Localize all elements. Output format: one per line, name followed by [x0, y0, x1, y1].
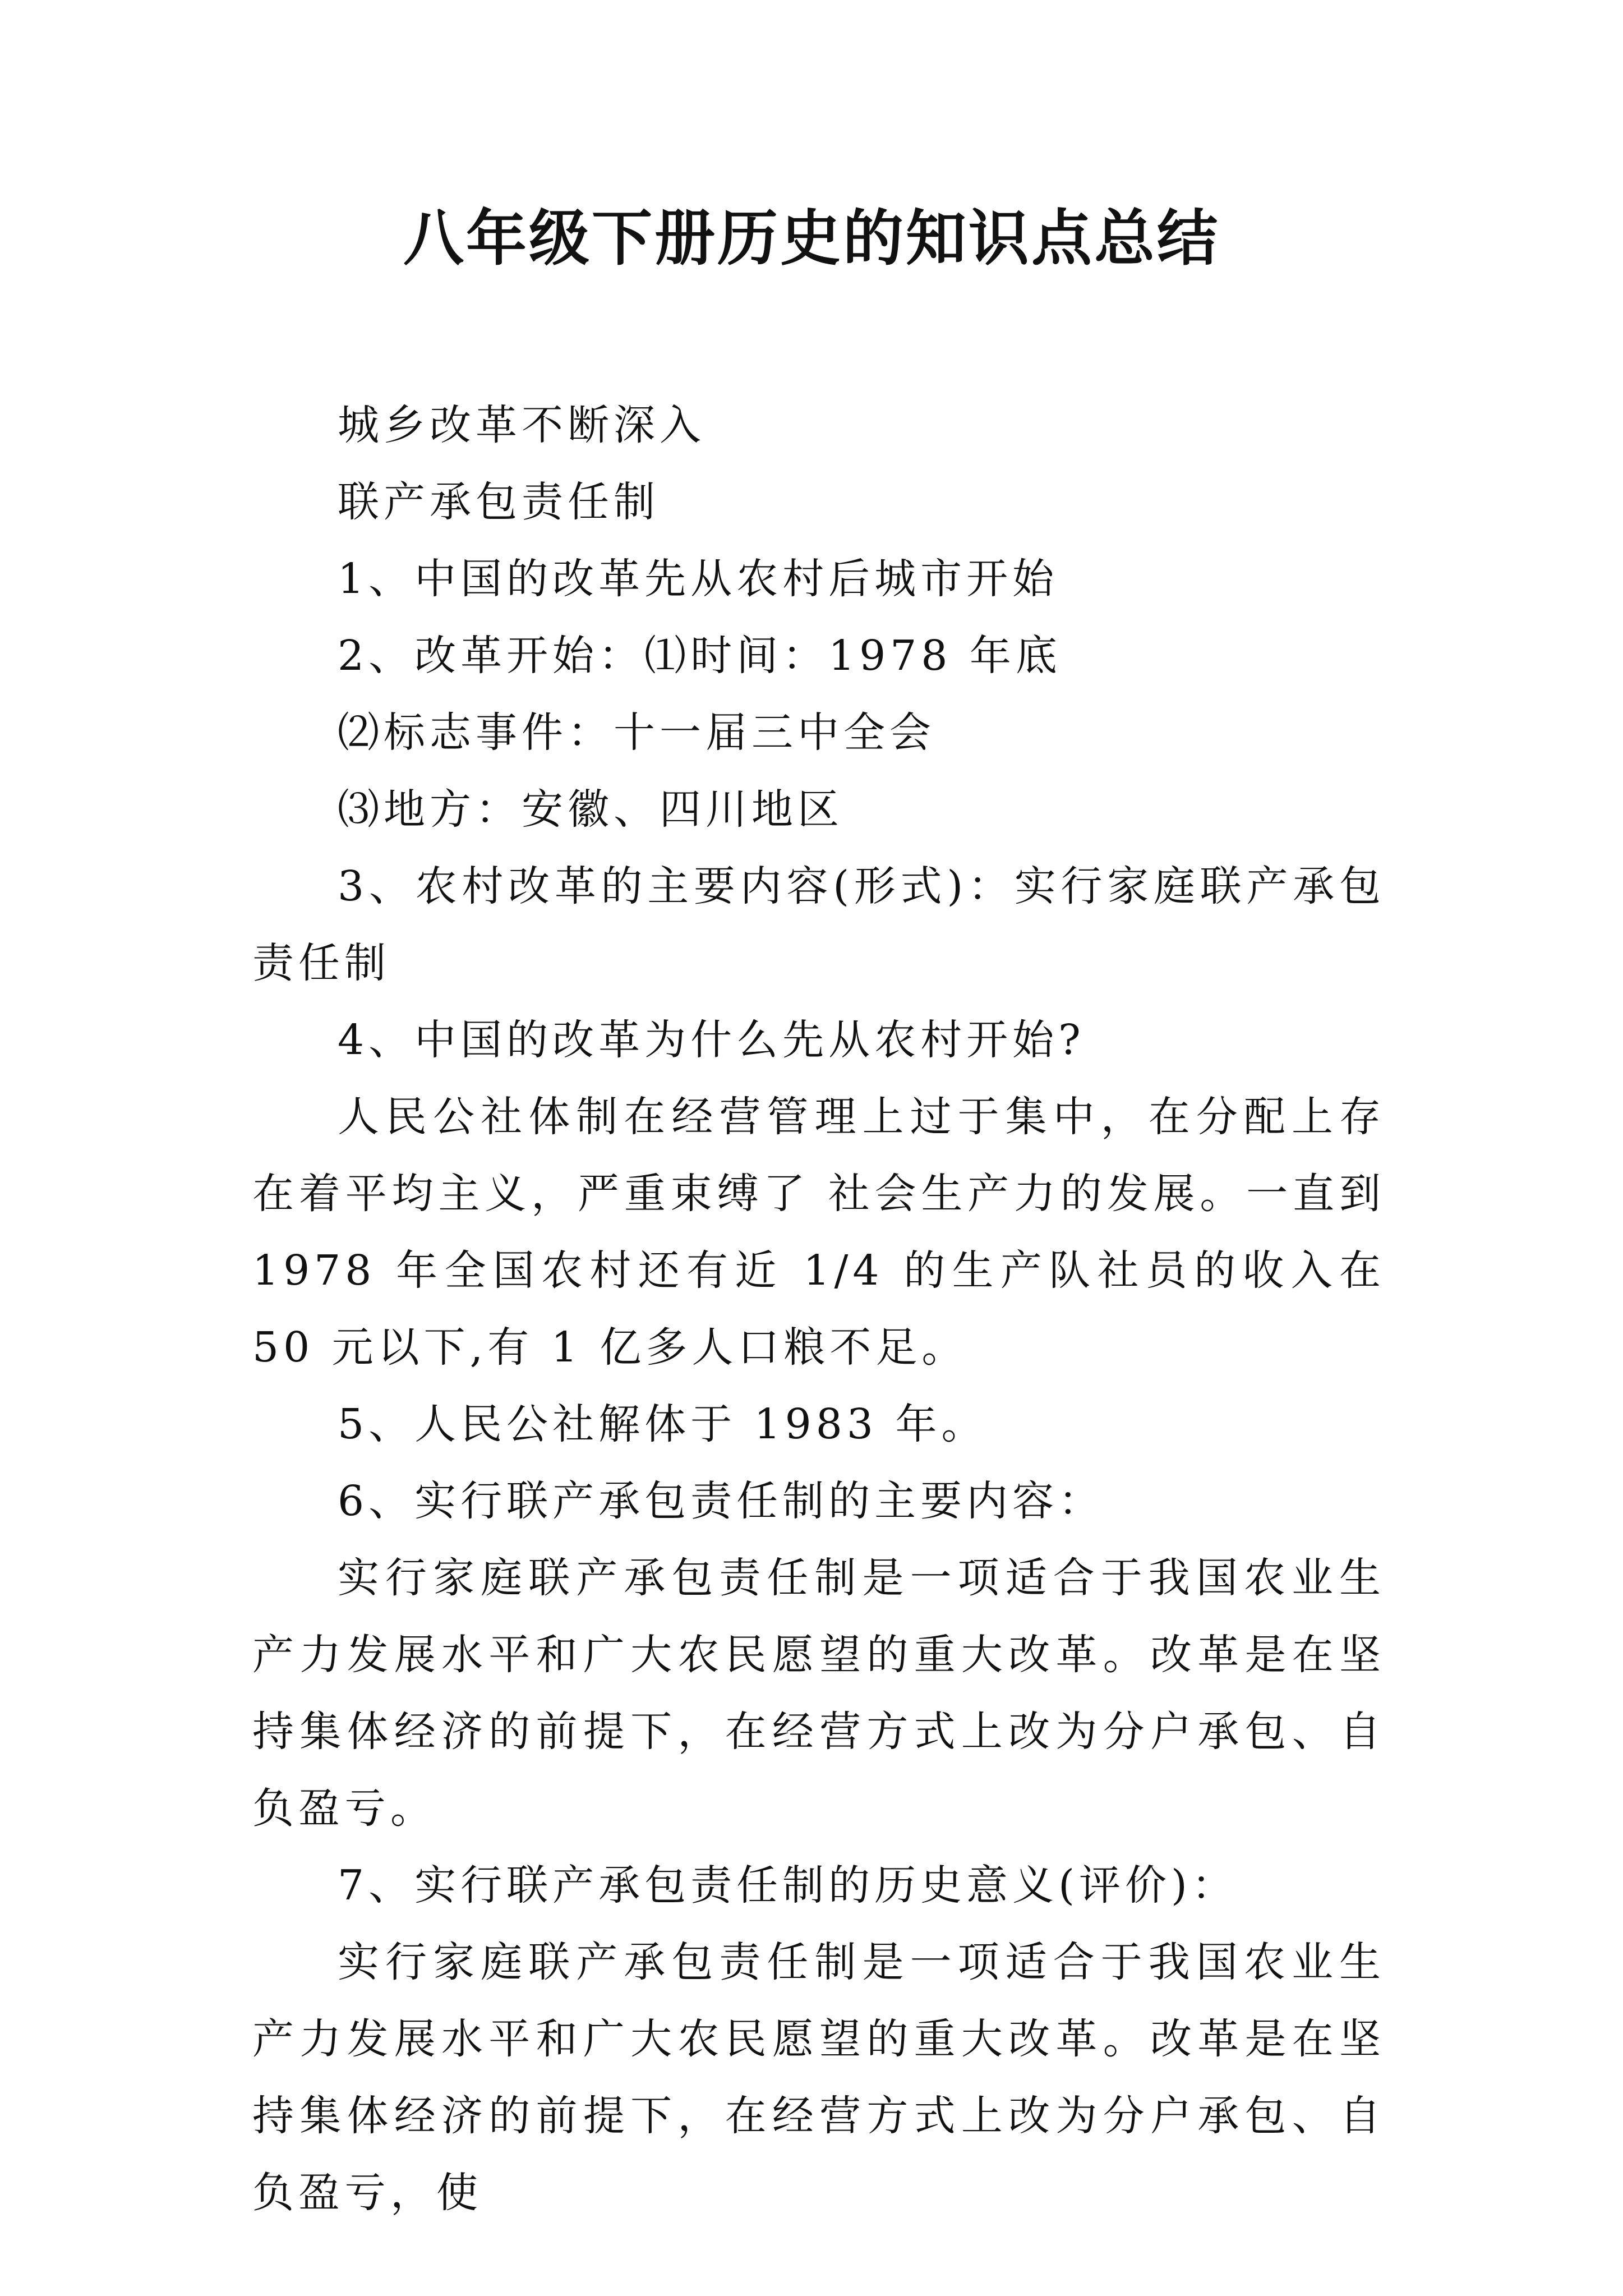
paragraph: 1、中国的改革先从农村后城市开始: [338, 555, 1059, 603]
paragraph: ⑶地方：安徽、四川地区: [338, 785, 843, 834]
subsection-heading: 联产承包责任制: [338, 478, 660, 526]
document-body: [252, 387, 1385, 2231]
paragraph: 6、实行联产承包责任制的主要内容：: [338, 1477, 1105, 1525]
paragraph: 4、中国的改革为什么先从农村开始?: [338, 1016, 1085, 1064]
paragraph: 实行家庭联产承包责任制是一项适合于我国农业生产力发展水平和广大农民愿望的重大改革。改革是在坚持集体经济的前提下，在经营方式上改为分户承包、自负盈亏，使: [252, 1938, 1385, 2217]
paragraph: 5、人民公社解体于 1983 年。: [338, 1400, 988, 1448]
section-heading: 城乡改革不断深入: [338, 401, 706, 449]
document-title: 八年级下册历史的知识点总结: [403, 203, 1220, 274]
paragraph: 实行家庭联产承包责任制是一项适合于我国农业生产力发展水平和广大农民愿望的重大改革。改革是在坚持集体经济的前提下，在经营方式上改为分户承包、自负盈亏。: [252, 1554, 1385, 1833]
paragraph: 2、改革开始：⑴时间：1978 年底: [338, 632, 1062, 680]
paragraph: ⑵标志事件：十一届三中全会: [338, 708, 935, 757]
paragraph: 人民公社体制在经营管理上过于集中，在分配上存在着平均主义，严重束缚了 社会生产力的发展。一直到 1978 年全国农村还有近 1/4 的生产队社员的收入在 50 元以下,有 1 亿多人口粮不足。: [252, 1093, 1385, 1372]
paragraph: 7、实行联产承包责任制的历史意义(评价)：: [338, 1861, 1238, 1910]
paragraph: 3、农村改革的主要内容(形式)：实行家庭联产承包责任制: [252, 862, 1385, 987]
